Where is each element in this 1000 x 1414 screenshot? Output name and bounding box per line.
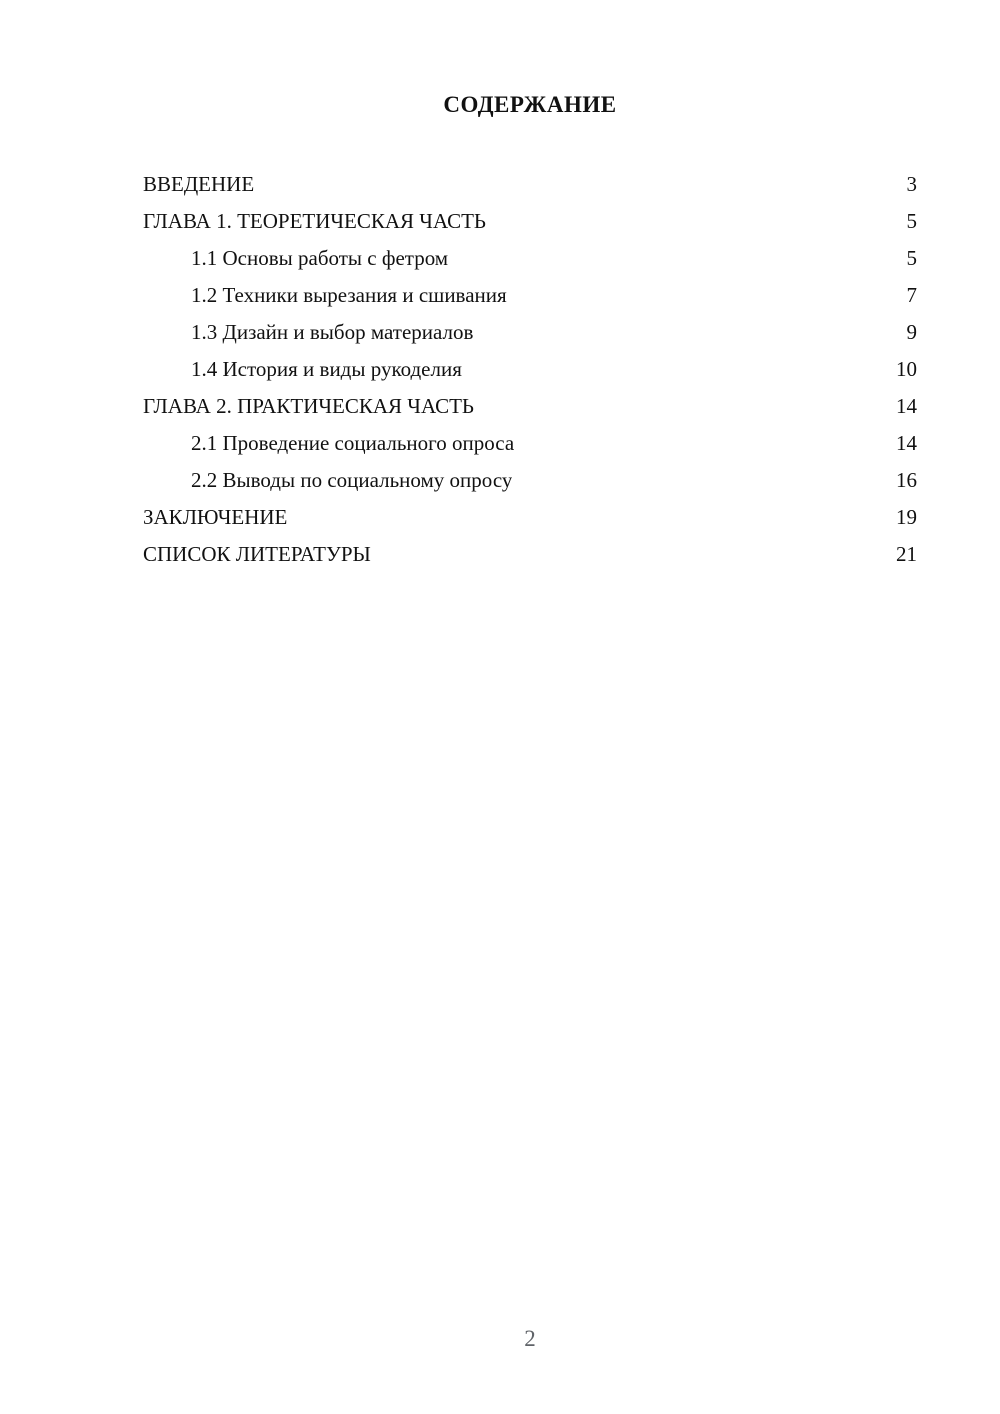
toc-entry-page: 5 — [906, 246, 917, 270]
toc-entry-page: 19 — [896, 505, 917, 529]
toc-entry-page: 10 — [896, 357, 917, 381]
toc-entry-page: 9 — [906, 320, 917, 344]
toc-entry-glava-1[interactable] — [143, 203, 917, 240]
toc-entry-vvedenie[interactable] — [143, 166, 917, 203]
toc-entry-label: 1.3 Дизайн и выбор материалов — [191, 320, 474, 344]
toc-entry-page: 16 — [896, 468, 917, 492]
toc-entry-label: 2.1 Проведение социального опроса — [191, 431, 515, 455]
toc-entry-label: ГЛАВА 1. ТЕОРЕТИЧЕСКАЯ ЧАСТЬ — [143, 209, 486, 233]
toc-entry-page: 14 — [896, 431, 917, 455]
toc-entry-page: 14 — [896, 394, 917, 418]
toc-entry-label: 1.2 Техники вырезания и сшивания — [191, 283, 507, 307]
toc-entry-spisok-literatury[interactable] — [143, 536, 917, 573]
toc-entry-1-4[interactable] — [143, 351, 917, 388]
toc-entry-page: 7 — [906, 283, 917, 307]
toc-entry-label: ВВЕДЕНИЕ — [143, 172, 255, 196]
toc-entry-label: 1.4 История и виды рукоделия — [191, 357, 462, 381]
toc-entry-glava-2[interactable] — [143, 388, 917, 425]
toc-entry-1-1[interactable] — [143, 240, 917, 277]
toc-entry-label: ЗАКЛЮЧЕНИЕ — [143, 505, 288, 529]
toc-entry-label: СПИСОК ЛИТЕРАТУРЫ — [143, 542, 371, 566]
toc-entry-1-3[interactable] — [143, 314, 917, 351]
page-title: СОДЕРЖАНИЕ — [443, 92, 617, 117]
table-of-contents — [143, 166, 917, 573]
toc-entry-zaklyuchenie[interactable] — [143, 499, 917, 536]
toc-entry-2-1[interactable] — [143, 425, 917, 462]
page-number: 2 — [524, 1326, 536, 1351]
toc-entry-label: ГЛАВА 2. ПРАКТИЧЕСКАЯ ЧАСТЬ — [143, 394, 474, 418]
toc-entry-page: 3 — [906, 172, 917, 196]
toc-entry-label: 1.1 Основы работы с фетром — [191, 246, 449, 270]
toc-entry-1-2[interactable] — [143, 277, 917, 314]
toc-entry-2-2[interactable] — [143, 462, 917, 499]
toc-entry-page: 5 — [906, 209, 917, 233]
toc-entry-label: 2.2 Выводы по социальному опросу — [191, 468, 513, 492]
toc-entry-page: 21 — [896, 542, 917, 566]
